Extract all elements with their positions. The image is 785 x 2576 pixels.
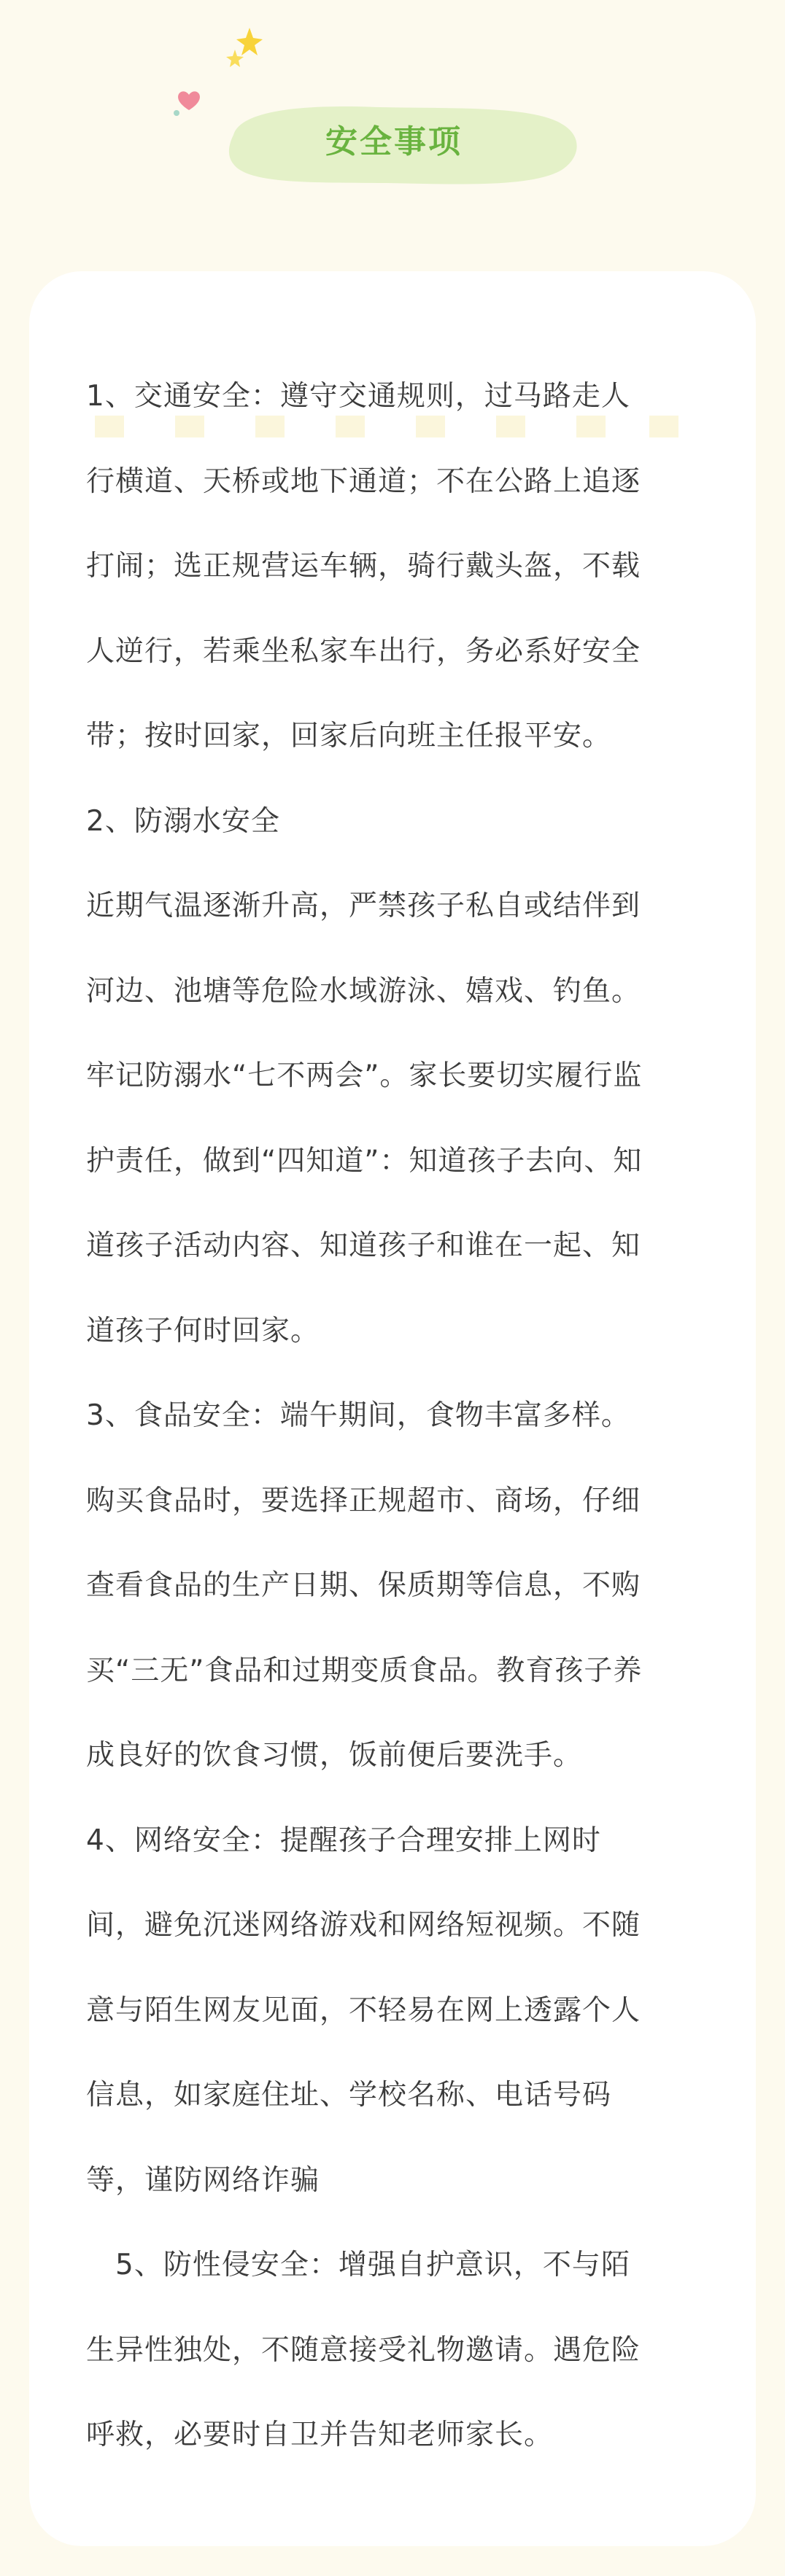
heart-icon — [172, 84, 206, 117]
content-line: 2、防溺水安全 — [86, 804, 280, 838]
content-line: 近期气温逐渐升高，严禁孩子私自或结伴到 — [86, 890, 641, 922]
content-line: 道孩子活动内容、知道孩子和谁在一起、知 — [86, 1229, 641, 1262]
content-line: 人逆行，若乘坐私家车出行，务必系好安全 — [86, 634, 641, 668]
content-line: 河边、池塘等危险水域游泳、嬉戏、钓鱼。 — [86, 974, 641, 1008]
content-line: 等，谨防网络诈骗 — [86, 2163, 320, 2197]
content-line: 意与陌生网友见面，不轻易在网上透露个人 — [86, 1993, 641, 2027]
content-line: 打闹；选正规营运车辆，骑行戴头盔，不载 — [86, 550, 641, 583]
content-line: 间，避免沉迷网络游戏和网络短视频。不随 — [86, 1909, 641, 1942]
content-line: 1、交通安全：遵守交通规则，过马路走人 — [86, 380, 630, 413]
content-line: 买“三无”食品和过期变质食品。教育孩子养 — [86, 1654, 643, 1687]
content-line: 成良好的饮食习惯，饭前便后要洗手。 — [86, 1739, 583, 1772]
content-line: 道孩子何时回家。 — [86, 1314, 320, 1347]
page-title: 安全事项 — [325, 123, 463, 160]
content-line: 购买食品时，要选择正规超市、商场，仔细 — [86, 1484, 641, 1517]
content-line: 3、食品安全：端午期间，食物丰富多样。 — [86, 1399, 630, 1432]
sparkle-stars-icon — [219, 22, 277, 80]
content-line: 信息，如家庭住址、学校名称、电话号码 — [86, 2079, 612, 2112]
content-line: 牢记防溺水“七不两会”。家长要切实履行监 — [86, 1059, 643, 1092]
safety-content — [86, 354, 699, 2478]
content-line: 呼救，必要时自卫并告知老师家长。 — [86, 2419, 554, 2451]
content-line: 生异性独处，不随意接受礼物邀请。遇危险 — [86, 2333, 641, 2367]
content-line: 查看食品的生产日期、保质期等信息，不购 — [86, 1569, 641, 1602]
content-line: 行横道、天桥或地下通道；不在公路上追逐 — [86, 464, 641, 498]
content-line: 带；按时回家，回家后向班主任报平安。 — [86, 720, 612, 752]
content-line: 5、防性侵安全：增强自护意识，不与陌 — [86, 2249, 630, 2281]
content-line: 4、网络安全：提醒孩子合理安排上网时 — [86, 1824, 601, 1857]
page-header — [0, 0, 785, 241]
content-line: 护责任，做到“四知道”：知道孩子去向、知 — [86, 1144, 643, 1178]
